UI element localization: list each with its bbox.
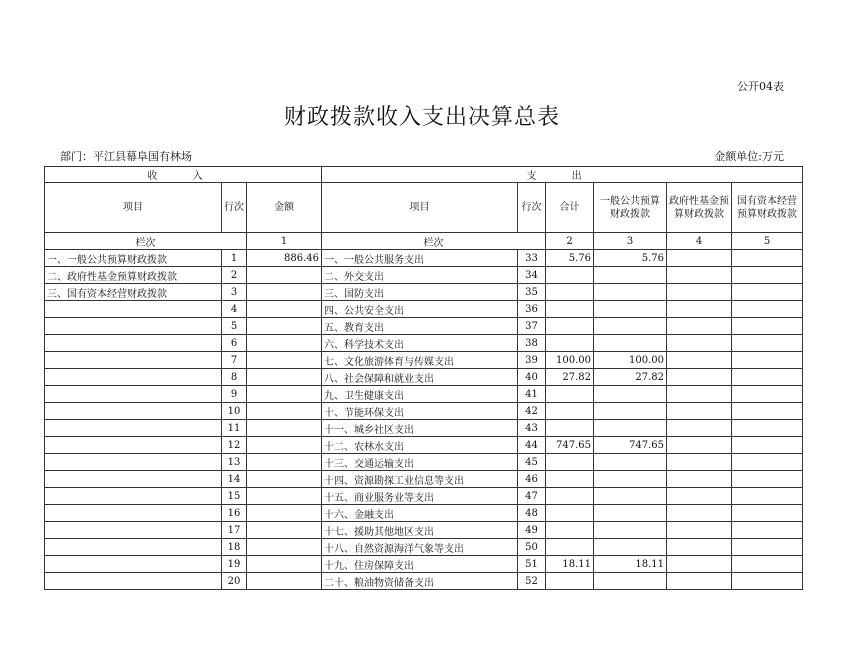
income-row-no-cell: 16 bbox=[222, 505, 247, 522]
total-cell bbox=[546, 539, 594, 556]
expense-item-cell: 十八、自然资源海洋气象等支出 bbox=[322, 539, 518, 556]
table-row bbox=[45, 420, 803, 437]
gov-fund-cell bbox=[667, 454, 732, 471]
fiscal-summary-table bbox=[44, 166, 803, 590]
table-row bbox=[45, 352, 803, 369]
general-budget-cell bbox=[594, 403, 667, 420]
gov-fund-cell bbox=[667, 488, 732, 505]
table-row bbox=[45, 369, 803, 386]
gov-fund-cell bbox=[667, 386, 732, 403]
general-budget-cell: 27.82 bbox=[594, 369, 667, 386]
income-row-no-cell: 4 bbox=[222, 301, 247, 318]
table-row bbox=[45, 454, 803, 471]
income-item-cell bbox=[45, 420, 222, 437]
income-row-no-cell: 18 bbox=[222, 539, 247, 556]
gov-fund-cell bbox=[667, 505, 732, 522]
total-cell bbox=[546, 335, 594, 352]
income-amount-cell bbox=[247, 284, 322, 301]
expense-item-cell: 十六、金融支出 bbox=[322, 505, 518, 522]
income-item-cell bbox=[45, 454, 222, 471]
state-capital-cell bbox=[732, 403, 803, 420]
table-row bbox=[45, 505, 803, 522]
state-capital-cell bbox=[732, 284, 803, 301]
gov-fund-cell bbox=[667, 369, 732, 386]
table-row bbox=[45, 437, 803, 454]
general-budget-cell bbox=[594, 505, 667, 522]
gov-fund-cell bbox=[667, 471, 732, 488]
total-cell: 27.82 bbox=[546, 369, 594, 386]
general-budget-cell: 100.00 bbox=[594, 352, 667, 369]
income-row-no-cell: 3 bbox=[222, 284, 247, 301]
total-cell: 747.65 bbox=[546, 437, 594, 454]
gov-fund-cell bbox=[667, 267, 732, 284]
column-index-4: 4 bbox=[667, 233, 732, 250]
state-capital-cell bbox=[732, 318, 803, 335]
income-item-cell bbox=[45, 488, 222, 505]
income-item-cell bbox=[45, 573, 222, 590]
income-amount-cell bbox=[247, 420, 322, 437]
column-index-2: 2 bbox=[546, 233, 594, 250]
income-item-cell: 一、一般公共预算财政拨款 bbox=[45, 250, 222, 267]
total-cell: 100.00 bbox=[546, 352, 594, 369]
column-index-3: 3 bbox=[594, 233, 667, 250]
general-budget-cell bbox=[594, 301, 667, 318]
gov-fund-cell bbox=[667, 539, 732, 556]
expense-row-no-cell: 40 bbox=[518, 369, 546, 386]
gov-fund-cell bbox=[667, 403, 732, 420]
expense-item-cell: 十三、交通运输支出 bbox=[322, 454, 518, 471]
expense-row-no-cell: 37 bbox=[518, 318, 546, 335]
state-capital-cell bbox=[732, 352, 803, 369]
general-budget-cell bbox=[594, 284, 667, 301]
table-row bbox=[45, 284, 803, 301]
table-row bbox=[45, 556, 803, 573]
expense-item-header: 项目 bbox=[322, 183, 518, 233]
income-amount-cell bbox=[247, 386, 322, 403]
income-amount-cell bbox=[247, 437, 322, 454]
expense-row-no-cell: 33 bbox=[518, 250, 546, 267]
expense-item-cell: 二、外交支出 bbox=[322, 267, 518, 284]
income-row-no-cell: 17 bbox=[222, 522, 247, 539]
general-budget-cell bbox=[594, 267, 667, 284]
expense-row-no-cell: 47 bbox=[518, 488, 546, 505]
income-row-no-cell: 1 bbox=[222, 250, 247, 267]
expense-item-cell: 八、社会保障和就业支出 bbox=[322, 369, 518, 386]
column-index-5: 5 bbox=[732, 233, 803, 250]
income-row-no-header: 行次 bbox=[222, 183, 247, 233]
expense-row-no-cell: 52 bbox=[518, 573, 546, 590]
expense-item-cell: 一、一般公共服务支出 bbox=[322, 250, 518, 267]
total-cell bbox=[546, 403, 594, 420]
income-row-no-cell: 7 bbox=[222, 352, 247, 369]
income-item-cell bbox=[45, 437, 222, 454]
gov-fund-cell bbox=[667, 437, 732, 454]
state-capital-header: 国有资本经营预算财政拨款 bbox=[732, 183, 803, 233]
income-item-header: 项目 bbox=[45, 183, 222, 233]
total-cell: 5.76 bbox=[546, 250, 594, 267]
state-capital-cell bbox=[732, 505, 803, 522]
table-row bbox=[45, 250, 803, 267]
expense-row-no-cell: 41 bbox=[518, 386, 546, 403]
table-row bbox=[45, 403, 803, 420]
income-row-no-cell: 11 bbox=[222, 420, 247, 437]
general-budget-cell: 18.11 bbox=[594, 556, 667, 573]
total-cell bbox=[546, 267, 594, 284]
expense-item-cell: 七、文化旅游体育与传媒支出 bbox=[322, 352, 518, 369]
total-cell bbox=[546, 301, 594, 318]
total-cell bbox=[546, 386, 594, 403]
income-row-no-cell: 9 bbox=[222, 386, 247, 403]
expense-item-cell: 十九、住房保障支出 bbox=[322, 556, 518, 573]
expense-item-cell: 十七、援助其他地区支出 bbox=[322, 522, 518, 539]
total-cell bbox=[546, 318, 594, 335]
income-row-no-cell: 8 bbox=[222, 369, 247, 386]
total-cell bbox=[546, 505, 594, 522]
total-header: 合计 bbox=[546, 183, 594, 233]
income-amount-cell bbox=[247, 573, 322, 590]
general-budget-cell: 5.76 bbox=[594, 250, 667, 267]
income-amount-cell bbox=[247, 488, 322, 505]
table-row bbox=[45, 471, 803, 488]
income-amount-cell bbox=[247, 556, 322, 573]
total-cell bbox=[546, 284, 594, 301]
expense-row-no-cell: 46 bbox=[518, 471, 546, 488]
total-cell bbox=[546, 420, 594, 437]
general-budget-cell bbox=[594, 318, 667, 335]
expense-item-cell: 三、国防支出 bbox=[322, 284, 518, 301]
state-capital-cell bbox=[732, 488, 803, 505]
income-item-cell bbox=[45, 318, 222, 335]
expense-row-no-cell: 42 bbox=[518, 403, 546, 420]
gov-fund-cell bbox=[667, 250, 732, 267]
expense-row-no-cell: 34 bbox=[518, 267, 546, 284]
expense-row-no-cell: 48 bbox=[518, 505, 546, 522]
income-row-no-cell: 10 bbox=[222, 403, 247, 420]
income-item-cell bbox=[45, 369, 222, 386]
income-amount-header: 金额 bbox=[247, 183, 322, 233]
income-amount-cell: 886.46 bbox=[247, 250, 322, 267]
general-budget-cell bbox=[594, 522, 667, 539]
income-item-cell bbox=[45, 335, 222, 352]
income-amount-cell bbox=[247, 318, 322, 335]
general-budget-cell bbox=[594, 420, 667, 437]
income-row-no-cell: 15 bbox=[222, 488, 247, 505]
expense-row-no-cell: 49 bbox=[518, 522, 546, 539]
income-row-no-cell: 12 bbox=[222, 437, 247, 454]
state-capital-cell bbox=[732, 522, 803, 539]
income-item-cell bbox=[45, 403, 222, 420]
state-capital-cell bbox=[732, 556, 803, 573]
gov-fund-cell bbox=[667, 420, 732, 437]
gov-fund-cell bbox=[667, 284, 732, 301]
column-index-1: 1 bbox=[247, 233, 322, 250]
total-cell bbox=[546, 454, 594, 471]
income-item-cell bbox=[45, 539, 222, 556]
expense-row-no-cell: 36 bbox=[518, 301, 546, 318]
state-capital-cell bbox=[732, 437, 803, 454]
total-cell bbox=[546, 471, 594, 488]
income-item-cell bbox=[45, 301, 222, 318]
expense-column-index-label: 栏次 bbox=[322, 233, 546, 250]
income-amount-cell bbox=[247, 369, 322, 386]
income-amount-cell bbox=[247, 505, 322, 522]
state-capital-cell bbox=[732, 420, 803, 437]
table-row bbox=[45, 335, 803, 352]
general-budget-cell bbox=[594, 573, 667, 590]
expense-row-no-cell: 50 bbox=[518, 539, 546, 556]
income-row-no-cell: 14 bbox=[222, 471, 247, 488]
income-item-cell bbox=[45, 471, 222, 488]
state-capital-cell bbox=[732, 369, 803, 386]
expense-row-no-cell: 43 bbox=[518, 420, 546, 437]
state-capital-cell bbox=[732, 301, 803, 318]
table-body bbox=[45, 250, 803, 590]
expense-item-cell: 十五、商业服务业等支出 bbox=[322, 488, 518, 505]
general-budget-cell bbox=[594, 539, 667, 556]
state-capital-cell bbox=[732, 386, 803, 403]
income-amount-cell bbox=[247, 267, 322, 284]
expense-item-cell: 十二、农林水支出 bbox=[322, 437, 518, 454]
income-item-cell bbox=[45, 556, 222, 573]
income-amount-cell bbox=[247, 301, 322, 318]
table-row bbox=[45, 318, 803, 335]
income-item-cell: 三、国有资本经营财政拨款 bbox=[45, 284, 222, 301]
state-capital-cell bbox=[732, 471, 803, 488]
gov-fund-cell bbox=[667, 522, 732, 539]
income-amount-cell bbox=[247, 454, 322, 471]
state-capital-cell bbox=[732, 573, 803, 590]
column-index-label: 栏次 bbox=[45, 233, 247, 250]
expense-row-no-cell: 51 bbox=[518, 556, 546, 573]
expense-item-cell: 四、公共安全支出 bbox=[322, 301, 518, 318]
total-cell bbox=[546, 488, 594, 505]
expense-section-header: 支 出 bbox=[322, 167, 803, 183]
expense-item-cell: 十四、资源勘探工业信息等支出 bbox=[322, 471, 518, 488]
table-row bbox=[45, 488, 803, 505]
income-row-no-cell: 13 bbox=[222, 454, 247, 471]
state-capital-cell bbox=[732, 454, 803, 471]
table-row bbox=[45, 301, 803, 318]
income-amount-cell bbox=[247, 522, 322, 539]
state-capital-cell bbox=[732, 335, 803, 352]
expense-item-cell: 六、科学技术支出 bbox=[322, 335, 518, 352]
department-label: 部门：平江县幕阜国有林场 bbox=[60, 150, 192, 163]
expense-row-no-cell: 35 bbox=[518, 284, 546, 301]
income-amount-cell bbox=[247, 335, 322, 352]
income-item-cell bbox=[45, 386, 222, 403]
income-row-no-cell: 20 bbox=[222, 573, 247, 590]
gov-fund-cell bbox=[667, 556, 732, 573]
expense-item-cell: 十一、城乡社区支出 bbox=[322, 420, 518, 437]
general-budget-cell bbox=[594, 471, 667, 488]
form-number: 公开04表 bbox=[737, 80, 784, 93]
expense-row-no-cell: 45 bbox=[518, 454, 546, 471]
state-capital-cell bbox=[732, 539, 803, 556]
income-item-cell bbox=[45, 352, 222, 369]
income-amount-cell bbox=[247, 403, 322, 420]
gov-fund-cell bbox=[667, 301, 732, 318]
income-row-no-cell: 5 bbox=[222, 318, 247, 335]
income-row-no-cell: 19 bbox=[222, 556, 247, 573]
income-item-cell bbox=[45, 505, 222, 522]
general-budget-header: 一般公共预算财政拨款 bbox=[594, 183, 667, 233]
total-cell bbox=[546, 573, 594, 590]
gov-fund-cell bbox=[667, 573, 732, 590]
income-amount-cell bbox=[247, 471, 322, 488]
amount-unit-label: 金额单位:万元 bbox=[714, 150, 784, 163]
income-section-header: 收 入 bbox=[45, 167, 322, 183]
page-title: 财政拨款收入支出决算总表 bbox=[283, 105, 560, 130]
income-row-no-cell: 2 bbox=[222, 267, 247, 284]
general-budget-cell bbox=[594, 386, 667, 403]
gov-fund-cell bbox=[667, 335, 732, 352]
expense-row-no-cell: 38 bbox=[518, 335, 546, 352]
table-row bbox=[45, 573, 803, 590]
expense-item-cell: 九、卫生健康支出 bbox=[322, 386, 518, 403]
table-row bbox=[45, 267, 803, 284]
state-capital-cell bbox=[732, 250, 803, 267]
gov-fund-cell bbox=[667, 318, 732, 335]
table-row bbox=[45, 522, 803, 539]
income-amount-cell bbox=[247, 539, 322, 556]
table-row bbox=[45, 539, 803, 556]
state-capital-cell bbox=[732, 267, 803, 284]
expense-item-cell: 十、节能环保支出 bbox=[322, 403, 518, 420]
general-budget-cell bbox=[594, 488, 667, 505]
expense-item-cell: 五、教育支出 bbox=[322, 318, 518, 335]
income-item-cell bbox=[45, 522, 222, 539]
expense-row-no-header: 行次 bbox=[518, 183, 546, 233]
general-budget-cell: 747.65 bbox=[594, 437, 667, 454]
gov-fund-cell bbox=[667, 352, 732, 369]
gov-fund-header: 政府性基金预算财政拨款 bbox=[667, 183, 732, 233]
total-cell: 18.11 bbox=[546, 556, 594, 573]
general-budget-cell bbox=[594, 335, 667, 352]
income-amount-cell bbox=[247, 352, 322, 369]
income-row-no-cell: 6 bbox=[222, 335, 247, 352]
expense-item-cell: 二十、粮油物资储备支出 bbox=[322, 573, 518, 590]
expense-row-no-cell: 44 bbox=[518, 437, 546, 454]
income-item-cell: 二、政府性基金预算财政拨款 bbox=[45, 267, 222, 284]
total-cell bbox=[546, 522, 594, 539]
table-row bbox=[45, 386, 803, 403]
general-budget-cell bbox=[594, 454, 667, 471]
expense-row-no-cell: 39 bbox=[518, 352, 546, 369]
